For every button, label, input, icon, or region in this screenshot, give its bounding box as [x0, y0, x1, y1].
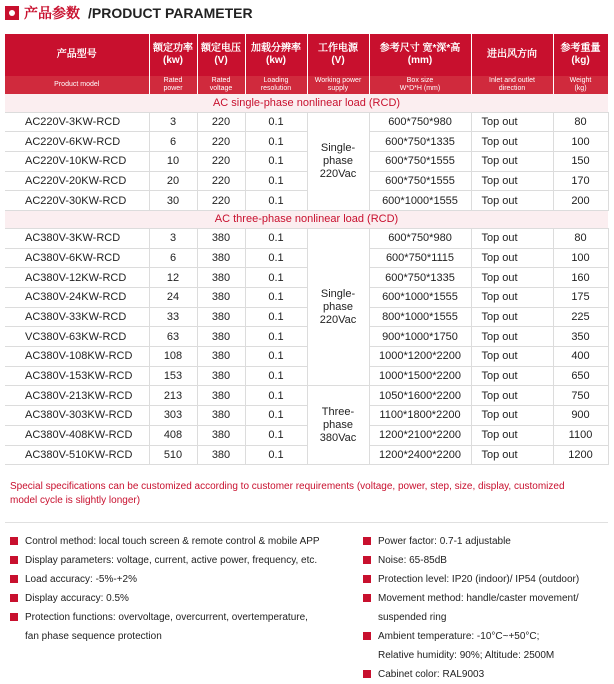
table-row	[5, 191, 608, 211]
size-cell: 600*750*1555	[369, 151, 471, 171]
resolution-cell: 0.1	[245, 307, 307, 327]
bullet-square-icon	[10, 575, 18, 583]
resolution-cell: 0.1	[245, 191, 307, 211]
model-cell: AC380V-213KW-RCD	[5, 386, 149, 406]
voltage-cell: 380	[197, 445, 245, 465]
feature-text: Display parameters: voltage, current, active power, frequency, etc.	[25, 555, 318, 566]
direction-cell: Top out	[471, 347, 553, 367]
feature-text: Ambient temperature: -10°C~+50°C;	[378, 631, 540, 642]
weight-cell: 650	[553, 366, 608, 386]
power-cell: 6	[149, 248, 197, 268]
page-header	[0, 0, 614, 26]
weight-cell: 150	[553, 151, 608, 171]
size-cell: 600*750*1335	[369, 132, 471, 152]
size-cell: 600*1000*1555	[369, 191, 471, 211]
table-row	[5, 132, 608, 152]
bullet-square-icon	[10, 537, 18, 545]
direction-cell: Top out	[471, 191, 553, 211]
model-cell: AC380V-108KW-RCD	[5, 347, 149, 367]
model-cell: AC380V-33KW-RCD	[5, 307, 149, 327]
table-row	[5, 288, 608, 308]
weight-cell: 900	[553, 406, 608, 426]
direction-cell: Top out	[471, 307, 553, 327]
weight-cell: 80	[553, 112, 608, 132]
model-cell: AC380V-24KW-RCD	[5, 288, 149, 308]
section-title: AC single-phase nonlinear load (RCD)	[5, 94, 608, 112]
weight-cell: 750	[553, 386, 608, 406]
table-row	[5, 151, 608, 171]
column-header-en: Weight (kg)	[553, 76, 608, 94]
power-cell: 30	[149, 191, 197, 211]
direction-cell: Top out	[471, 425, 553, 445]
direction-cell: Top out	[471, 151, 553, 171]
resolution-cell: 0.1	[245, 327, 307, 347]
direction-cell: Top out	[471, 112, 553, 132]
voltage-cell: 220	[197, 112, 245, 132]
weight-cell: 400	[553, 347, 608, 367]
feature-item	[363, 627, 608, 665]
table-row	[5, 268, 608, 288]
resolution-cell: 0.1	[245, 151, 307, 171]
power-cell: 108	[149, 347, 197, 367]
feature-item	[363, 570, 608, 589]
section-row	[5, 210, 608, 228]
feature-text-cont: fan phase sequence protection	[25, 631, 162, 642]
weight-cell: 1200	[553, 445, 608, 465]
customization-note: Special specifications can be customized according to customer requirements (voltage, power, step, size, display, customized model cycle is slightly longer)	[10, 481, 565, 506]
bullet-square-icon	[363, 670, 371, 678]
section-row	[5, 94, 608, 112]
size-cell: 1000*1200*2200	[369, 347, 471, 367]
resolution-cell: 0.1	[245, 445, 307, 465]
voltage-cell: 380	[197, 425, 245, 445]
voltage-cell: 380	[197, 347, 245, 367]
column-header-cn: 进出风方向	[471, 34, 553, 76]
feature-item	[363, 532, 608, 551]
supply-cell: Three-phase 380Vac	[307, 386, 369, 465]
resolution-cell: 0.1	[245, 132, 307, 152]
size-cell: 900*1000*1750	[369, 327, 471, 347]
power-cell: 6	[149, 132, 197, 152]
model-cell: AC220V-20KW-RCD	[5, 171, 149, 191]
size-cell: 600*750*1555	[369, 171, 471, 191]
resolution-cell: 0.1	[245, 406, 307, 426]
column-header-cn: 参考重量 (kg)	[553, 34, 608, 76]
feature-text-cont: suspended ring	[378, 612, 447, 623]
size-cell: 1100*1800*2200	[369, 406, 471, 426]
title-en: /PRODUCT PARAMETER	[88, 5, 253, 21]
weight-cell: 100	[553, 248, 608, 268]
power-cell: 153	[149, 366, 197, 386]
feature-text: Protection functions: overvoltage, overcurrent, overtemperature,	[25, 612, 308, 623]
column-header-en: Inlet and outlet direction	[471, 76, 553, 94]
power-cell: 3	[149, 112, 197, 132]
table-header-en	[5, 76, 608, 94]
size-cell: 600*750*980	[369, 112, 471, 132]
bullet-square-icon	[363, 556, 371, 564]
power-cell: 33	[149, 307, 197, 327]
voltage-cell: 380	[197, 268, 245, 288]
voltage-cell: 380	[197, 228, 245, 248]
column-header-en: Rated power	[149, 76, 197, 94]
table-row	[5, 171, 608, 191]
feature-text: Protection level: IP20 (indoor)/ IP54 (outdoor)	[378, 574, 580, 585]
direction-cell: Top out	[471, 406, 553, 426]
size-cell: 1200*2400*2200	[369, 445, 471, 465]
model-cell: AC380V-408KW-RCD	[5, 425, 149, 445]
resolution-cell: 0.1	[245, 288, 307, 308]
power-cell: 3	[149, 228, 197, 248]
model-cell: AC220V-6KW-RCD	[5, 132, 149, 152]
feature-item	[10, 608, 350, 646]
weight-cell: 80	[553, 228, 608, 248]
feature-text: Load accuracy: -5%-+2%	[25, 574, 138, 585]
voltage-cell: 380	[197, 386, 245, 406]
model-cell: AC380V-510KW-RCD	[5, 445, 149, 465]
direction-cell: Top out	[471, 248, 553, 268]
model-cell: AC380V-303KW-RCD	[5, 406, 149, 426]
voltage-cell: 220	[197, 191, 245, 211]
feature-item	[10, 551, 350, 570]
direction-cell: Top out	[471, 327, 553, 347]
weight-cell: 175	[553, 288, 608, 308]
features-left	[10, 532, 350, 646]
table-row	[5, 327, 608, 347]
power-cell: 10	[149, 151, 197, 171]
feature-text: Cabinet color: RAL9003	[378, 669, 485, 680]
size-cell: 1050*1600*2200	[369, 386, 471, 406]
weight-cell: 100	[553, 132, 608, 152]
table-row	[5, 228, 608, 248]
table-row	[5, 386, 608, 406]
bullet-square-icon	[10, 594, 18, 602]
column-header-cn: 加载分辨率 (kw)	[245, 34, 307, 76]
title-cn: 产品参数	[24, 5, 80, 21]
supply-cell: Single- phase 220Vac	[307, 112, 369, 210]
direction-cell: Top out	[471, 132, 553, 152]
size-cell: 600*750*1115	[369, 248, 471, 268]
model-cell: AC220V-3KW-RCD	[5, 112, 149, 132]
direction-cell: Top out	[471, 366, 553, 386]
section-title: AC three-phase nonlinear load (RCD)	[5, 210, 608, 228]
power-cell: 510	[149, 445, 197, 465]
table-row	[5, 406, 608, 426]
column-header-cn: 额定功率 (kw)	[149, 34, 197, 76]
power-cell: 63	[149, 327, 197, 347]
resolution-cell: 0.1	[245, 171, 307, 191]
brand-square-icon	[5, 6, 19, 20]
table-header-cn	[5, 34, 608, 76]
table-row	[5, 307, 608, 327]
column-header-cn: 产品型号	[5, 34, 149, 76]
resolution-cell: 0.1	[245, 425, 307, 445]
column-header-en: Product model	[5, 76, 149, 94]
column-header-cn: 参考尺寸 宽*深*高 (mm)	[369, 34, 471, 76]
resolution-cell: 0.1	[245, 268, 307, 288]
table-row	[5, 347, 608, 367]
voltage-cell: 380	[197, 406, 245, 426]
bullet-square-icon	[10, 556, 18, 564]
weight-cell: 225	[553, 307, 608, 327]
power-cell: 20	[149, 171, 197, 191]
table-row	[5, 248, 608, 268]
bullet-square-icon	[363, 594, 371, 602]
resolution-cell: 0.1	[245, 386, 307, 406]
feature-text-cont: Relative humidity: 90%; Altitude: 2500M	[378, 650, 555, 661]
column-header-en: Rated voltage	[197, 76, 245, 94]
feature-text: Power factor: 0.7-1 adjustable	[378, 536, 511, 547]
model-cell: VC380V-63KW-RCD	[5, 327, 149, 347]
column-header-en: Box size W*D*H (mm)	[369, 76, 471, 94]
voltage-cell: 220	[197, 171, 245, 191]
voltage-cell: 220	[197, 132, 245, 152]
voltage-cell: 380	[197, 248, 245, 268]
feature-text: Noise: 65-85dB	[378, 555, 447, 566]
weight-cell: 160	[553, 268, 608, 288]
bullet-square-icon	[363, 537, 371, 545]
supply-cell: Single- phase 220Vac	[307, 228, 369, 386]
direction-cell: Top out	[471, 288, 553, 308]
resolution-cell: 0.1	[245, 112, 307, 132]
voltage-cell: 220	[197, 151, 245, 171]
size-cell: 600*1000*1555	[369, 288, 471, 308]
feature-item	[363, 665, 608, 684]
direction-cell: Top out	[471, 268, 553, 288]
size-cell: 1000*1500*2200	[369, 366, 471, 386]
direction-cell: Top out	[471, 171, 553, 191]
weight-cell: 200	[553, 191, 608, 211]
model-cell: AC380V-12KW-RCD	[5, 268, 149, 288]
column-header-cn: 工作电源 (V)	[307, 34, 369, 76]
resolution-cell: 0.1	[245, 366, 307, 386]
feature-text: Display accuracy: 0.5%	[25, 593, 129, 604]
power-cell: 408	[149, 425, 197, 445]
table-row	[5, 425, 608, 445]
feature-item	[363, 589, 608, 627]
feature-item	[10, 570, 350, 589]
column-header-en: Loading resolution	[245, 76, 307, 94]
size-cell: 600*750*1335	[369, 268, 471, 288]
weight-cell: 170	[553, 171, 608, 191]
model-cell: AC220V-10KW-RCD	[5, 151, 149, 171]
feature-item	[10, 589, 350, 608]
table-row	[5, 366, 608, 386]
direction-cell: Top out	[471, 386, 553, 406]
resolution-cell: 0.1	[245, 347, 307, 367]
voltage-cell: 380	[197, 307, 245, 327]
feature-item	[363, 551, 608, 570]
resolution-cell: 0.1	[245, 228, 307, 248]
model-cell: AC220V-30KW-RCD	[5, 191, 149, 211]
divider	[5, 522, 608, 523]
model-cell: AC380V-3KW-RCD	[5, 228, 149, 248]
table-row	[5, 445, 608, 465]
model-cell: AC380V-153KW-RCD	[5, 366, 149, 386]
parameter-table	[5, 34, 608, 465]
power-cell: 12	[149, 268, 197, 288]
bullet-square-icon	[363, 632, 371, 640]
size-cell: 600*750*980	[369, 228, 471, 248]
direction-cell: Top out	[471, 445, 553, 465]
voltage-cell: 380	[197, 327, 245, 347]
size-cell: 800*1000*1555	[369, 307, 471, 327]
size-cell: 1200*2100*2200	[369, 425, 471, 445]
features-right	[363, 532, 608, 684]
power-cell: 24	[149, 288, 197, 308]
power-cell: 303	[149, 406, 197, 426]
table-row	[5, 112, 608, 132]
feature-text: Movement method: handle/caster movement/	[378, 593, 579, 604]
weight-cell: 350	[553, 327, 608, 347]
model-cell: AC380V-6KW-RCD	[5, 248, 149, 268]
column-header-en: Working power supply	[307, 76, 369, 94]
bullet-square-icon	[10, 613, 18, 621]
power-cell: 213	[149, 386, 197, 406]
feature-item	[10, 532, 350, 551]
bullet-square-icon	[363, 575, 371, 583]
feature-text: Control method: local touch screen & remote control & mobile APP	[25, 536, 320, 547]
weight-cell: 1100	[553, 425, 608, 445]
voltage-cell: 380	[197, 366, 245, 386]
direction-cell: Top out	[471, 228, 553, 248]
column-header-cn: 额定电压 (V)	[197, 34, 245, 76]
voltage-cell: 380	[197, 288, 245, 308]
resolution-cell: 0.1	[245, 248, 307, 268]
